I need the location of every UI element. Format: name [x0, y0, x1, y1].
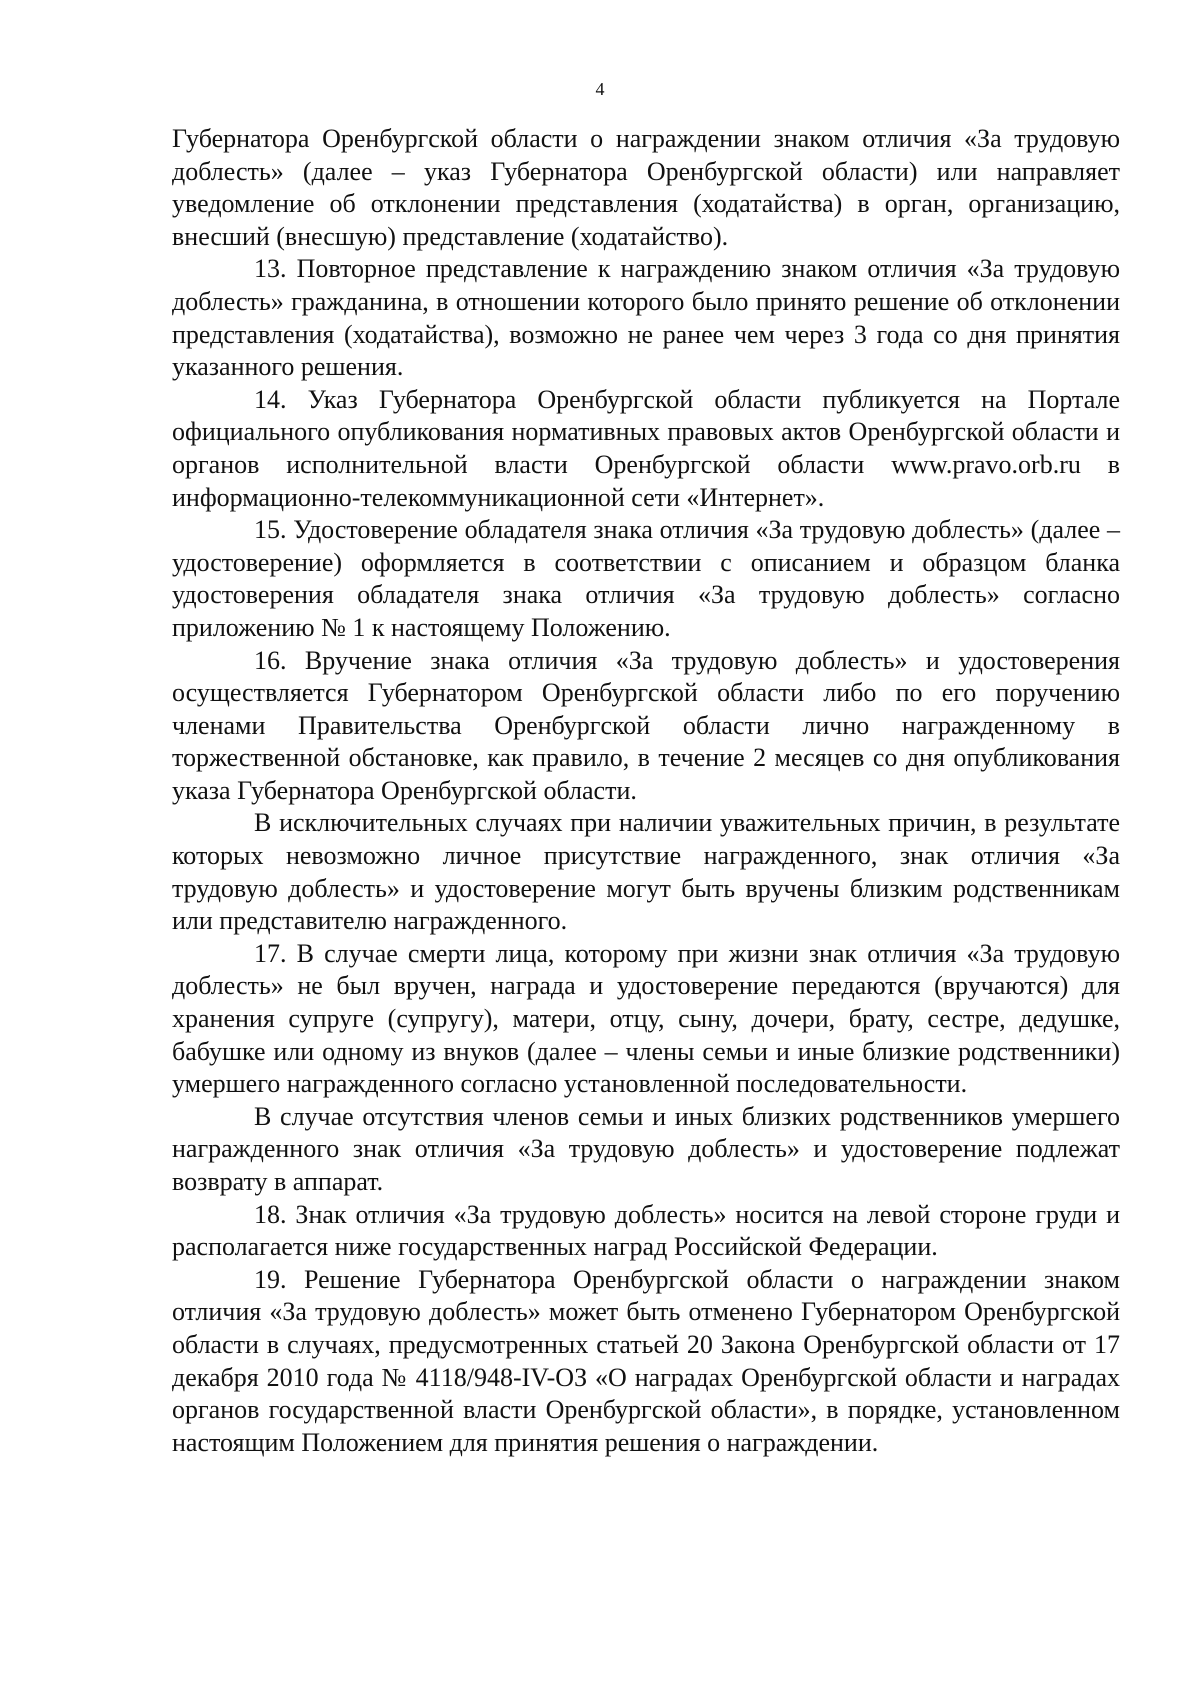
paragraph-clause-14: 14. Указ Губернатора Оренбургской области публикуется на Портале официального опубликования нормативных правовых актов Оренбургской области и органов исполнительной власти Оренбургской области www.pravo.orb.ru в информационно-телекоммуникационной сети «Интернет».	[172, 384, 1120, 512]
paragraph-clause-16: 16. Вручение знака отличия «За трудовую доблесть» и удостоверения осуществляется Губернатором Оренбургской области либо по его поручению членами Правительства Оренбургской области лично награжденному в торжественной обстановке, как правило, в течение 2 месяцев со дня опубликования указа Губернатора Оренбургской области.	[172, 645, 1120, 805]
page-number: 4	[595, 79, 605, 99]
paragraph-clause-15: 15. Удостоверение обладателя знака отличия «За трудовую доблесть» (далее – удостоверение) оформляется в соответствии с описанием и образцом бланка удостоверения обладателя знака отличия «За трудовую доблесть» согласно приложению № 1 к настоящему Положению.	[172, 515, 1120, 642]
paragraph-clause-18: 18. Знак отличия «За трудовую доблесть» носится на левой стороне груди и располагается ниже государственных наград Российской Федерации.	[172, 1199, 1120, 1262]
paragraph-clause-19: 19. Решение Губернатора Оренбургской области о награждении знаком отличия «За трудовую доблесть» может быть отменено Губернатором Оренбургской области в случаях, предусмотренных статьей 20 Закона Оренбургской области от 17 декабря 2010 года № 4118/948-IV-ОЗ «О наградах Оренбургской области и наградах органов государственной власти Оренбургской области», в порядке, установленном настоящим Положением для принятия решения о награждении.	[172, 1264, 1120, 1457]
paragraph-clause-16-exception: В исключительных случаях при наличии уважительных причин, в результате которых невозможно личное присутствие награжденного, знак отличия «За трудовую доблесть» и удостоверение могут быть вручены близким родственникам или представителю награжденного.	[172, 808, 1120, 936]
paragraph-clause-17-return: В случае отсутствия членов семьи и иных близких родственников умершего награжденного знак отличия «За трудовую доблесть» и удостоверение подлежат возврату в аппарат.	[172, 1101, 1120, 1196]
paragraph-clause-13: 13. Повторное представление к награждению знаком отличия «За трудовую доблесть» гражданина, в отношении которого было принято решение об отклонении представления (ходатайства), возможно не ранее чем через 3 года со дня принятия указанного решения.	[172, 254, 1120, 382]
paragraph-clause-17: 17. В случае смерти лица, которому при жизни знак отличия «За трудовую доблесть» не был вручен, награда и удостоверение передаются (вручаются) для хранения супруге (супругу), матери, отцу, сыну, дочери, брату, сестре, дедушке, бабушке или одному из внуков (далее – члены семьи и иные близкие родственники) умершего награжденного согласно установленной последовательности.	[172, 938, 1120, 1099]
paragraph-continuation: Губернатора Оренбургской области о награждении знаком отличия «За трудовую доблесть» (далее – указ Губернатора Оренбургской области) или направляет уведомление об отклонении представления (ходатайства) в орган, организацию, внесший (внесшую) представление (ходатайство).	[172, 124, 1120, 251]
document-body	[172, 123, 1120, 1459]
